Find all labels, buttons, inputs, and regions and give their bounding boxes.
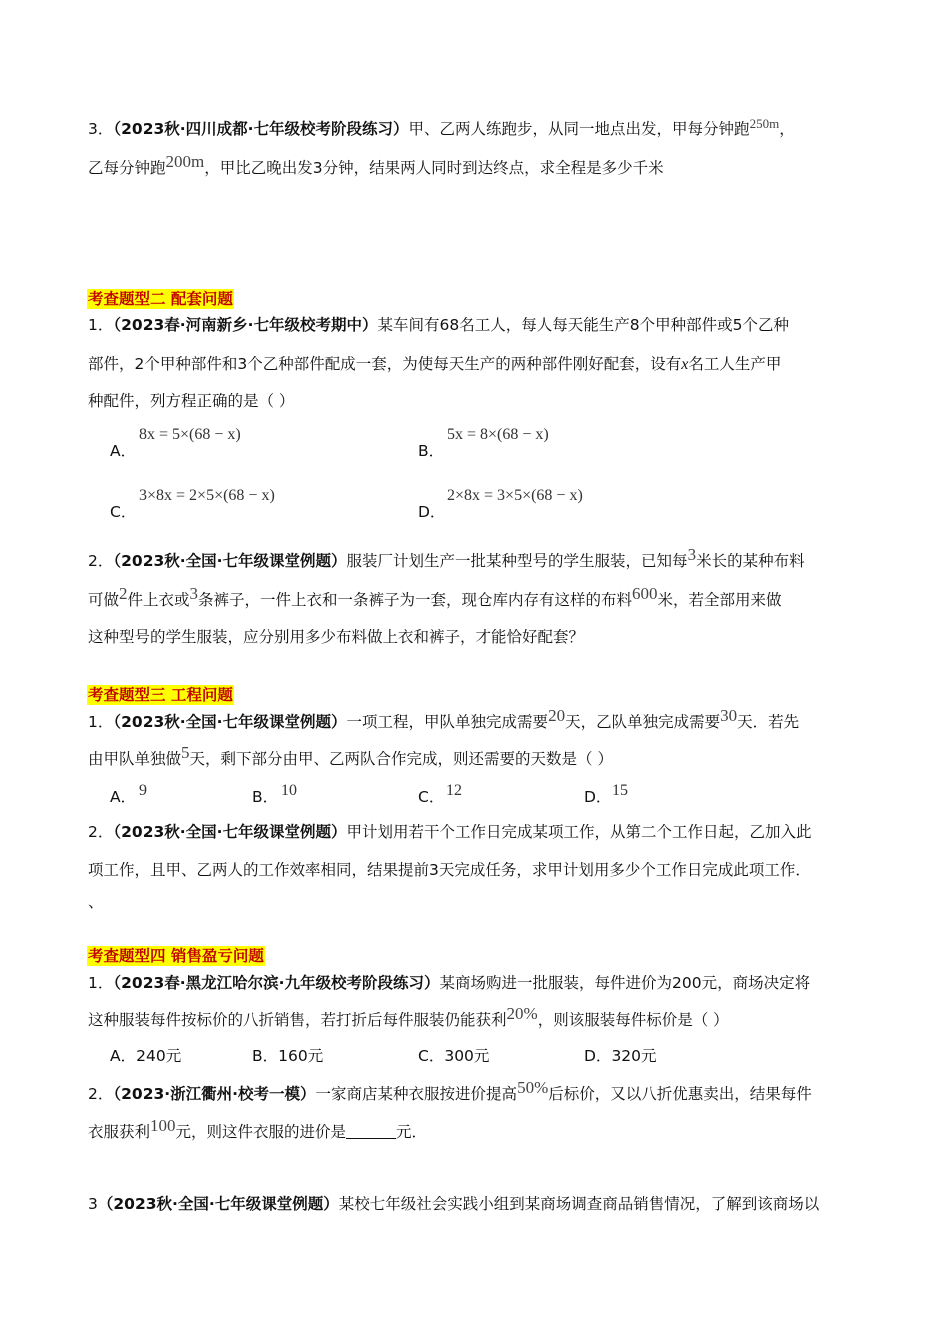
option-a: A．240元	[110, 1047, 182, 1065]
option-d: D．320元	[584, 1047, 657, 1065]
option-b: B．160元	[252, 1047, 324, 1065]
option-c-expr: 3×8x = 2×5×(68 − x)	[139, 487, 275, 504]
option-b-expr: 5x = 8×(68 − x)	[447, 426, 549, 443]
s2-q2-line-3: 这种型号的学生服装，应分别用多少布料做上衣和裤子，才能恰好配套？	[88, 628, 585, 646]
option-b-value: 10	[281, 782, 297, 799]
s4-q1-line-1: 1．（2023春·黑龙江哈尔滨·九年级校考阶段练习）某商场购进一批服装，每件进价为200元，商场决定将	[88, 974, 811, 992]
question-3-line-1: 3．（2023秋·四川成都·七年级校考阶段练习）甲、乙两人练跑步，从同一地点出发，甲每分钟跑$^{250m}$，	[88, 116, 795, 138]
option-d-label: D．	[418, 503, 446, 521]
question-source: （2023秋·全国·七年级课堂例题）	[113, 552, 347, 570]
s4-q2-line-1: 2．（2023·浙江衢州·校考一模）一家商店某种衣服按进价提高50%后标价，又以八折优惠卖出，结果每件	[88, 1078, 812, 1103]
s3-q2-line-3: 、	[88, 893, 104, 911]
s2-q2-line-1: 2．（2023秋·全国·七年级课堂例题）服装厂计划生产一批某种型号的学生服装，已知每3米长的某种布料	[88, 545, 805, 570]
option-c-label: C．	[418, 788, 445, 806]
question-source: （2023秋·全国·七年级课堂例题）	[97, 1195, 339, 1213]
question-source: （2023秋·全国·七年级课堂例题）	[113, 823, 347, 841]
question-source: （2023春·河南新乡·七年级校考期中）	[113, 316, 378, 334]
s2-q1-line-1: 1．（2023春·河南新乡·七年级校考期中）某车间有68名工人，每人每天能生产8个甲种部件或5个乙种	[88, 316, 789, 334]
question-source: （2023秋·四川成都·七年级校考阶段练习）	[113, 120, 409, 138]
option-a-value: 9	[139, 782, 147, 799]
option-c: C．300元	[418, 1047, 490, 1065]
question-source: （2023秋·全国·七年级课堂例题）	[113, 713, 347, 731]
question-source: （2023春·黑龙江哈尔滨·九年级校考阶段练习）	[113, 974, 440, 992]
option-c-value: 12	[446, 782, 462, 799]
s3-q1-line-1: 1．（2023秋·全国·七年级课堂例题）一项工程，甲队单独完成需要20天，乙队单独完成需要30天．若先	[88, 706, 800, 731]
option-a-expr: 8x = 5×(68 − x)	[139, 426, 241, 443]
variable-x: x	[681, 356, 689, 373]
option-b-label: B．	[418, 442, 445, 460]
option-d-label: D．	[584, 788, 612, 806]
option-c-label: C．	[110, 503, 137, 521]
s4-q3-line-1: 3（2023秋·全国·七年级课堂例题）某校七年级社会实践小组到某商场调查商品销售情况，了解到该商场以	[88, 1195, 820, 1213]
question-3-line-2: 乙每分钟跑200m，甲比乙晚出发3分钟，结果两人同时到达终点，求全程是多少千米	[88, 152, 664, 177]
s4-q1-line-2: 这种服装每件按标价的八折销售，若打折后每件服装仍能获利20%，则该服装每件标价是（ ）	[88, 1004, 729, 1029]
option-b-label: B．	[252, 788, 279, 806]
option-a-label: A．	[110, 442, 137, 460]
s3-q2-line-1: 2．（2023秋·全国·七年级课堂例题）甲计划用若干个工作日完成某项工作，从第二个工作日起，乙加入此	[88, 823, 812, 841]
s3-q2-line-2: 项工作，且甲、乙两人的工作效率相同，结果提前3天完成任务，求甲计划用多少个工作日完成此项工作．	[88, 861, 811, 879]
s2-q1-line-2: 部件，2个甲种部件和3个乙种部件配成一套，为使每天生产的两种部件刚好配套，设有x名工人生产甲	[88, 355, 782, 373]
s2-q2-line-2: 可做2件上衣或3条裤子，一件上衣和一条裤子为一套，现仓库内存有这样的布料600米，若全部用来做	[88, 584, 782, 609]
s3-q1-line-2: 由甲队单独做5天，剩下部分由甲、乙两队合作完成，则还需要的天数是（ ）	[88, 743, 613, 768]
answer-blank[interactable]	[346, 1122, 396, 1139]
option-a-label: A．	[110, 788, 137, 806]
question-source: （2023·浙江衢州·校考一模）	[113, 1085, 316, 1103]
math-200m: 200m	[165, 152, 205, 171]
section-heading-matching: 考查题型二 配套问题	[88, 290, 233, 308]
question-number: 3．	[88, 120, 114, 138]
option-d-value: 15	[612, 782, 628, 799]
section-heading-sales: 考查题型四 销售盈亏问题	[88, 947, 264, 965]
option-d-expr: 2×8x = 3×5×(68 − x)	[447, 487, 583, 504]
s4-q2-line-2: 衣服获利100元，则这件衣服的进价是 元．	[88, 1116, 428, 1141]
section-heading-engineering: 考查题型三 工程问题	[88, 686, 233, 704]
s2-q1-line-3: 种配件，列方程正确的是（ ）	[88, 392, 295, 410]
math-250m: 250m	[749, 116, 780, 131]
